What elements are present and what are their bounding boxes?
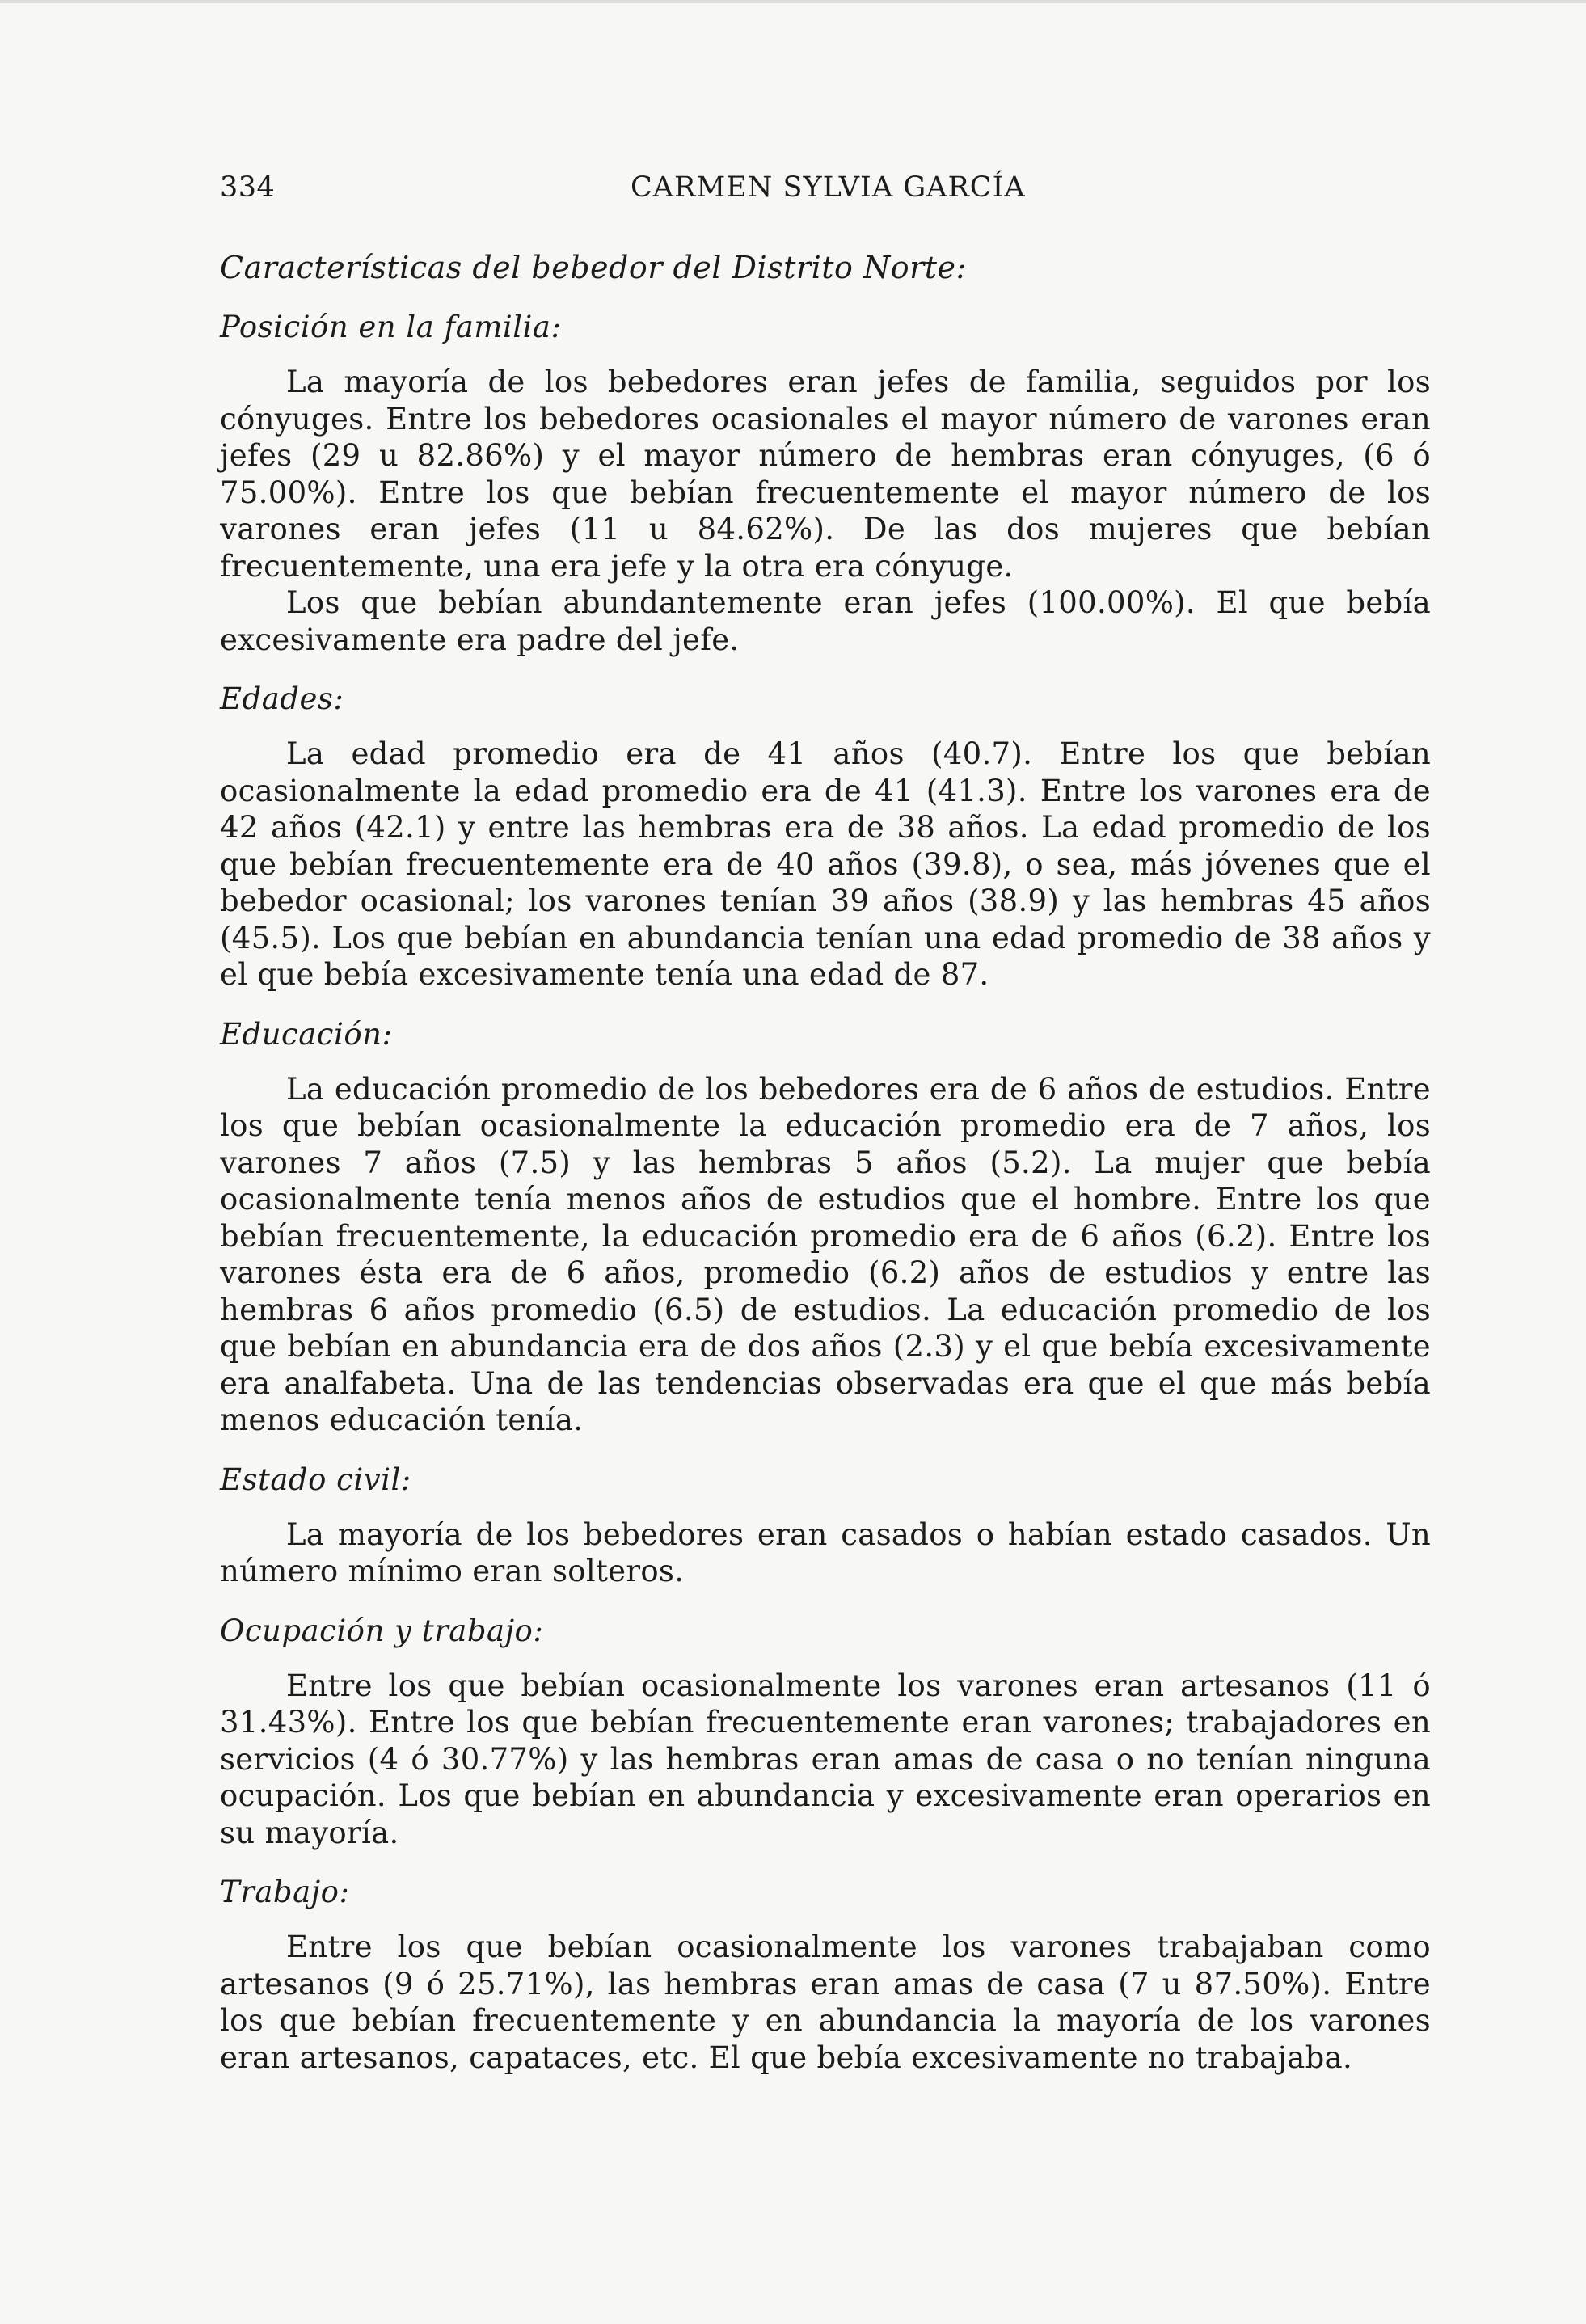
section-heading: Trabajo: bbox=[220, 1875, 350, 1909]
section-estado-civil bbox=[220, 1461, 1431, 1590]
section-trabajo bbox=[220, 1874, 1431, 2076]
section-edades bbox=[220, 681, 1431, 993]
section-heading: Educación: bbox=[220, 1016, 393, 1052]
running-head bbox=[220, 171, 1431, 220]
section-heading: Posición en la familia: bbox=[220, 310, 562, 344]
paragraph: Entre los que bebían ocasionalmente los varones trabajaban como artesanos (9 ó 25.71%), las hembras eran amas de casa (7 u 87.50%). Entre los que bebían frecuentemente y en abundancia la mayoría de los varones eran artesanos, capataces, etc. El que bebía excesivamente no trabajaba. bbox=[220, 1930, 1431, 2075]
paragraph: Entre los que bebían ocasionalmente los varones eran artesanos (11 ó 31.43%). Entre los que bebían frecuentemente eran varones; trabajadores en servicios (4 ó 30.77%) y las hembras eran amas de casa o no tenían ninguna ocupación. Los que bebían en abundancia y excesivamente eran operarios en su mayoría. bbox=[220, 1668, 1431, 1850]
section-posicion-familia bbox=[220, 309, 1431, 658]
section-educacion bbox=[220, 1016, 1431, 1439]
page-top-edge bbox=[0, 0, 1586, 3]
section-heading: Estado civil: bbox=[220, 1461, 411, 1497]
section-ocupacion-trabajo bbox=[220, 1613, 1431, 1852]
section-heading: Ocupación y trabajo: bbox=[220, 1613, 544, 1648]
paragraph: La edad promedio era de 41 años (40.7). Entre los que bebían ocasionalmente la edad promedio era de 41 (41.3). Entre los varones era de 42 años (42.1) y entre las hembras era de 38 años. La edad promedio de los que bebían frecuentemente era de 40 años (39.8), o sea, más jóvenes que el bebedor ocasional; los varones tenían 39 años (38.9) y las hembras 45 años (45.5). Los que bebían en abundancia tenían una edad promedio de 38 años y el que bebía excesivamente tenía una edad de 87. bbox=[220, 736, 1431, 992]
paragraph: Los que bebían abundantemente eran jefes (100.00%). El que bebía excesivamente era padre del jefe. bbox=[220, 585, 1431, 657]
running-title: CARMEN SYLVIA GARCÍA bbox=[631, 171, 1026, 204]
paragraph: La mayoría de los bebedores eran jefes de familia, seguidos por los cónyuges. Entre los bebedores ocasionales el mayor número de varones eran jefes (29 u 82.86%) y el mayor número de hembras eran cónyuges, (6 ó 75.00%). Entre los que bebían frecuentemente el mayor número de los varones eran jefes (11 u 84.62%). De las dos mujeres que bebían frecuentemente, una era jefe y la otra era cónyuge. bbox=[220, 365, 1431, 584]
section-heading: Edades: bbox=[220, 681, 344, 716]
document-page bbox=[220, 171, 1431, 2076]
page-number: 334 bbox=[220, 171, 276, 204]
paragraph: La educación promedio de los bebedores era de 6 años de estudios. Entre los que bebían ocasionalmente la educación promedio era de 7 años, los varones 7 años (7.5) y las hembras 5 años (5.2). La mujer que bebía ocasionalmente tenía menos años de estudios que el hombre. Entre los que bebían frecuentemente, la educación promedio era de 6 años (6.2). Entre los varones ésta era de 6 años, promedio (6.2) años de estudios y entre las hembras 6 años promedio (6.5) de estudios. La educación promedio de los que bebían en abundancia era de dos años (2.3) y el que bebía excesivamente era analfabeta. Una de las tendencias observadas era que el que más bebía menos educación tenía. bbox=[220, 1071, 1431, 1437]
main-heading: Características del bebedor del Distrito Norte: bbox=[220, 250, 967, 285]
paragraph: La mayoría de los bebedores eran casados o habían estado casados. Un número mínimo eran solteros. bbox=[220, 1516, 1431, 1588]
